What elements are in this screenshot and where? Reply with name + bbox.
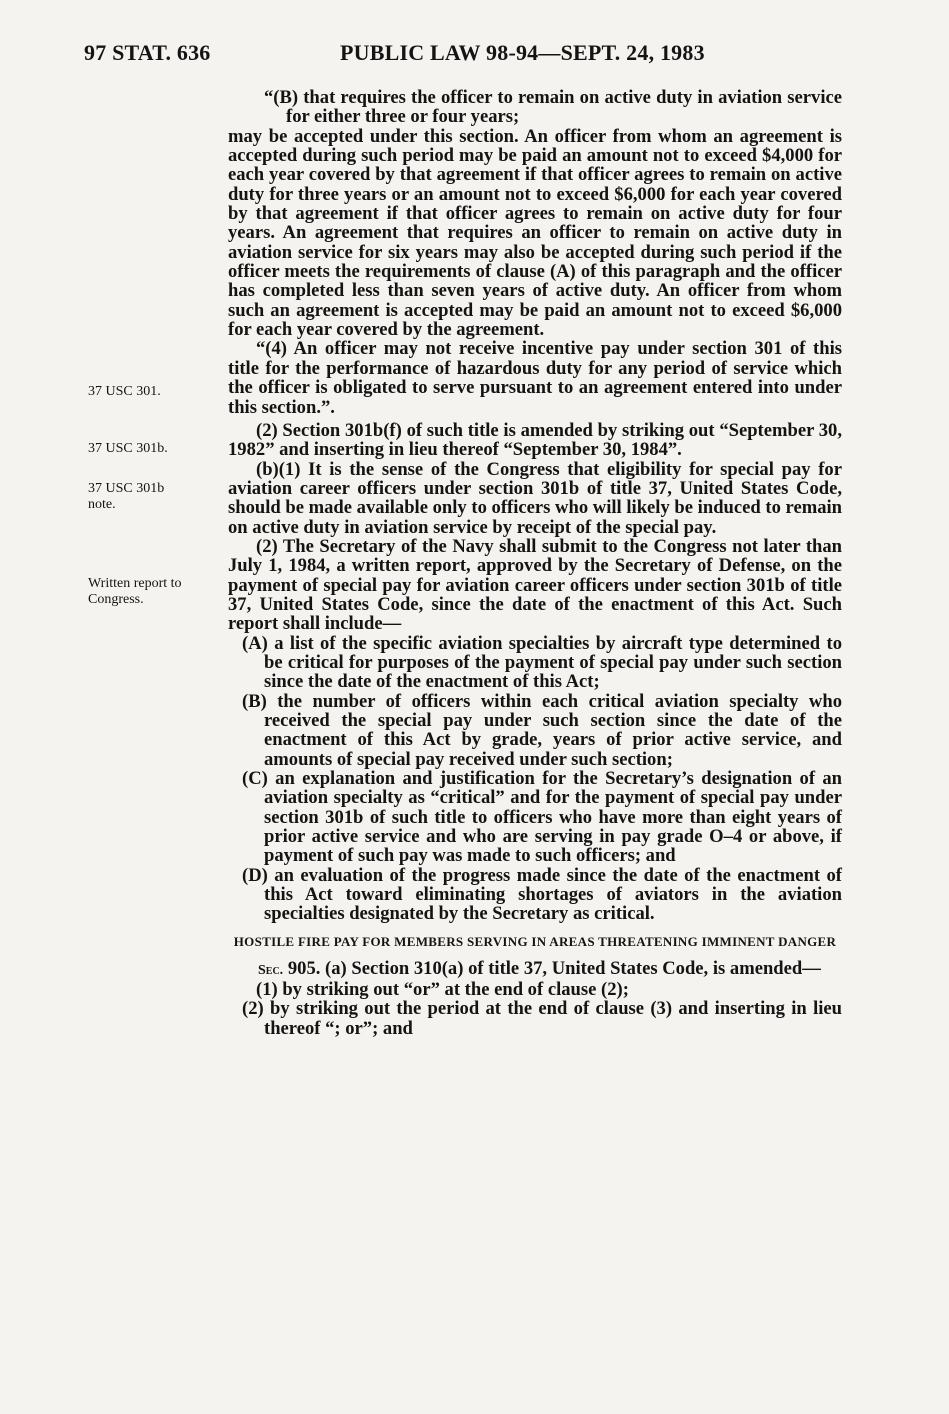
list-item: (C) an explanation and justification for the Secretary’s designation of an aviation specialty as “critical” and for the payment of special pay under section 301b of such title to officers who have more than eight years of prior active service and who are serving in pay grade O–4 or above, if payment of such pay was made to such officers; and	[242, 768, 842, 867]
running-header: PUBLIC LAW 98-94—SEPT. 24, 1983	[340, 40, 705, 65]
statute-page-number: 97 STAT. 636	[84, 40, 211, 65]
paragraph: (b)(1) It is the sense of the Congress that eligibility for special pay for aviation career officers under section 301b of title 37, United States Code, should be made available only to officers who will likely be induced to remain on active duty in aviation service by receipt of the special pay.	[228, 458, 842, 538]
paragraph: may be accepted under this section. An officer from whom an agreement is accepted during such period may be paid an amount not to exceed $4,000 for each year covered by that agreement if that officer agrees to remain on active duty for three years or an amount not to exceed $6,000 for each year covered by that agreement if that officer agrees to remain on active duty for four years. An agreement that requires an officer to remain on active duty in aviation service for six years may also be accepted during such period if the officer meets the requirements of clause (A) of this paragraph and the officer has completed less than seven years of active duty. An officer from whom such an agreement is accepted may be paid an amount not to exceed $6,000 for each year covered by the agreement.	[228, 125, 842, 341]
list-item: (1) by striking out “or” at the end of clause (2);	[256, 979, 629, 1001]
paragraph: (2) Section 301b(f) of such title is amended by striking out “September 30, 1982” and inserting in lieu thereof “September 30, 1984”.	[228, 419, 842, 461]
list-item: (2) by striking out the period at the end of clause (3) and inserting in lieu thereof “; or”; and	[242, 998, 842, 1039]
section-label: Sec.	[258, 962, 284, 978]
margin-note-citation: 37 USC 301b.	[88, 441, 168, 456]
section-text: 905. (a) Section 310(a) of title 37, United States Code, is amended—	[287, 957, 821, 979]
paragraph: (2) The Secretary of the Navy shall submit to the Congress not later than July 1, 1984, a written report, approved by the Secretary of Defense, on the payment of special pay for aviation career officers under section 301b of title 37, United States Code, since the date of the enactment of this Act. Such report shall include—	[228, 535, 842, 635]
body-text	[228, 88, 842, 1038]
list-item: (B) the number of officers within each critical aviation specialty who received the special pay under such section since the date of the enactment of this Act by grade, years of prior active service, and amounts of special pay received under such section;	[242, 690, 842, 770]
paragraph: “(4) An officer may not receive incentive pay under section 301 of this title for the performance of hazardous duty for any period of service which the officer is obligated to serve pursuant to an agreement entered into under this section.”.	[228, 338, 842, 418]
margin-note-written-report: Written report to Congress.	[88, 576, 182, 607]
margin-note-citation: 37 USC 301b note.	[88, 481, 165, 512]
list-item: (A) a list of the specific aviation specialties by aircraft type determined to be critical for purposes of the payment of special pay under such section since the date of the enactment of this Act;	[242, 632, 842, 693]
paragraph: “(B) that requires the officer to remain on active duty in aviation service for either three or four years;	[264, 87, 842, 128]
paragraph	[228, 959, 842, 980]
margin-note-citation: 37 USC 301.	[88, 384, 161, 399]
section-heading: HOSTILE FIRE PAY FOR MEMBERS SERVING IN AREAS THREATENING IMMINENT DANGER	[233, 933, 837, 949]
list-item: (D) an evaluation of the progress made since the date of the enactment of this Act toward eliminating shortages of aviators in the aviation specialties designated by the Secretary as critical.	[242, 864, 842, 925]
